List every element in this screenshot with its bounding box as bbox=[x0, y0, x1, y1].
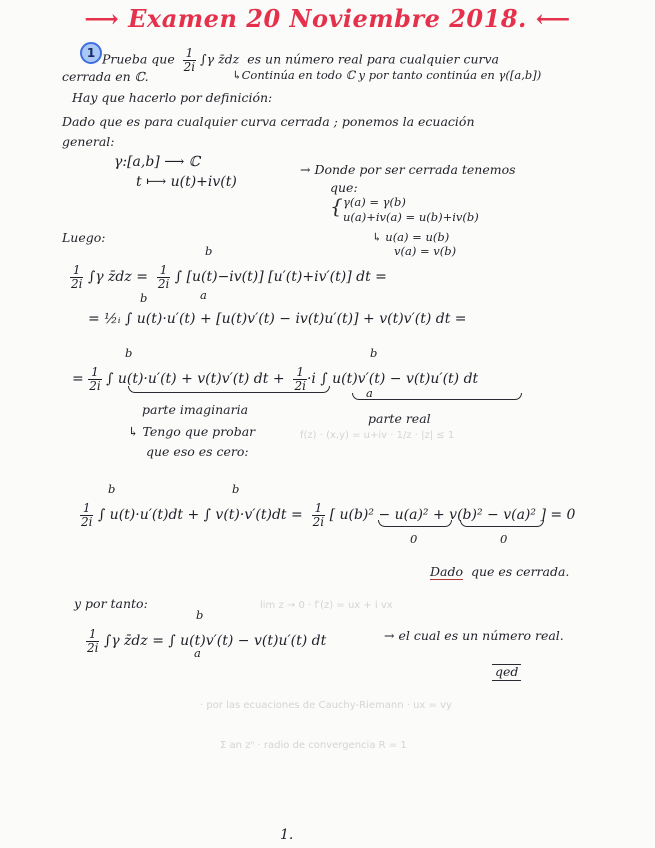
statement-line-1: Prueba que $\frac{1}{2i}$ ∫γ z̄dz es un número real para cualquier curva bbox=[102, 46, 500, 74]
qed-mark: qed bbox=[492, 664, 521, 681]
zero-u: 0 bbox=[410, 532, 418, 546]
curve-map: γ:[a,b] ⟶ ℂ bbox=[114, 154, 200, 170]
upper-limit-b: b bbox=[232, 482, 240, 496]
closed-note-1: → Donde por ser cerrada tenemos bbox=[300, 162, 516, 177]
zero-v: 0 bbox=[500, 532, 508, 546]
hint-text: Hay que hacerlo por definición: bbox=[72, 90, 273, 105]
page-number: 1. bbox=[280, 827, 294, 843]
underbrace-v bbox=[460, 520, 544, 527]
page-title bbox=[0, 4, 655, 33]
imaginary-part-label: parte imaginaria bbox=[142, 402, 249, 417]
implication-2: v(a) = v(b) bbox=[394, 244, 457, 258]
bleed-through-text: Σ an zⁿ · radio de convergencia R = 1 bbox=[220, 740, 407, 751]
real-part-label: parte real bbox=[368, 411, 431, 426]
brace-icon: { bbox=[330, 194, 343, 218]
intro-line-2: general: bbox=[62, 134, 115, 149]
underbrace-imaginary bbox=[128, 386, 330, 393]
curve-rule: t ⟼ u(t)+iv(t) bbox=[136, 174, 237, 190]
implication-1: ↳ u(a) = u(b) bbox=[372, 230, 450, 244]
integral-expression: ∫γ z̄dz bbox=[200, 51, 240, 67]
upper-limit-b: b bbox=[108, 482, 116, 496]
luego-label: Luego: bbox=[62, 230, 106, 245]
equation-2: = ½ᵢ ∫ u(t)·u′(t) + [u(t)v′(t) − iv(t)u′(t)] + v(t)v′(t) dt = bbox=[88, 311, 467, 327]
condition-1: γ(a) = γ(b) bbox=[343, 195, 406, 209]
conclusion-label: y por tanto: bbox=[74, 596, 148, 611]
closed-reason: Dado que es cerrada. bbox=[430, 564, 570, 579]
equation-5: $\frac{1}{2i}$ ∫γ z̄dz = ∫ u(t)v′(t) − v(t)u′(t) dt bbox=[87, 627, 327, 655]
final-statement: → el cual es un número real. bbox=[384, 628, 564, 643]
lower-limit-a: a bbox=[200, 288, 207, 302]
intro-line-1: Dado que es para cualquier curva cerrada ; ponemos la ecuación bbox=[62, 114, 475, 129]
title-text: Examen 20 Noviembre 2018. bbox=[128, 4, 527, 33]
bleed-through-text: f(z) · (x,y) = u+iv · 1/z · |z| ≤ 1 bbox=[300, 430, 455, 441]
upper-limit-b: b bbox=[205, 244, 213, 258]
prove-line-2: que eso es cero: bbox=[146, 444, 249, 459]
upper-limit-b: b bbox=[370, 346, 378, 360]
equation-4: $\frac{1}{2i}$ ∫ u(t)·u′(t)dt + ∫ v(t)·v′(t)dt = $\frac{1}{2i}$ [ u(b)² − u(a)² + v(b)² − v(a)² ] = 0 bbox=[81, 501, 576, 529]
fraction: $\frac{1}{2i}$ bbox=[183, 46, 196, 74]
statement-note: ↳Continúa en todo ℂ y por tanto continúa en γ([a,b]) bbox=[232, 68, 542, 82]
problem-number-badge: 1 bbox=[80, 42, 102, 64]
lower-limit-a: a bbox=[194, 646, 201, 660]
underbrace-real bbox=[352, 393, 522, 400]
prove-line-1: ↳ Tengo que probar bbox=[128, 424, 256, 439]
bleed-through-text: lim z → 0 · f′(z) = ux + i vx bbox=[260, 600, 393, 611]
equation-1: $\frac{1}{2i}$ ∫γ z̄dz = $\frac{1}{2i}$ ∫ [u(t)−iv(t)] [u′(t)+iv′(t)] dt = bbox=[71, 263, 387, 291]
upper-limit-b: b bbox=[196, 608, 204, 622]
lower-limit-a: a bbox=[366, 386, 373, 400]
underbrace-u bbox=[378, 520, 452, 527]
equation-3: = $\frac{1}{2i}$ ∫ u(t)·u′(t) + v(t)v′(t) dt + $\frac{1}{2i}$ ·i ∫ u(t)v′(t) − v(t)u′(t) dt bbox=[72, 365, 479, 393]
upper-limit-b: b bbox=[125, 346, 133, 360]
upper-limit-b: b bbox=[140, 291, 148, 305]
closed-note-2: que: bbox=[330, 180, 358, 195]
condition-2: u(a)+iv(a) = u(b)+iv(b) bbox=[343, 210, 479, 224]
right-arrow-icon: ⟵ bbox=[535, 4, 571, 33]
bleed-through-text: · por las ecuaciones de Cauchy-Riemann · ux = vy bbox=[200, 700, 452, 711]
left-arrow-icon: ⟶ bbox=[84, 4, 120, 33]
statement-line-2: cerrada en ℂ. bbox=[62, 69, 149, 84]
